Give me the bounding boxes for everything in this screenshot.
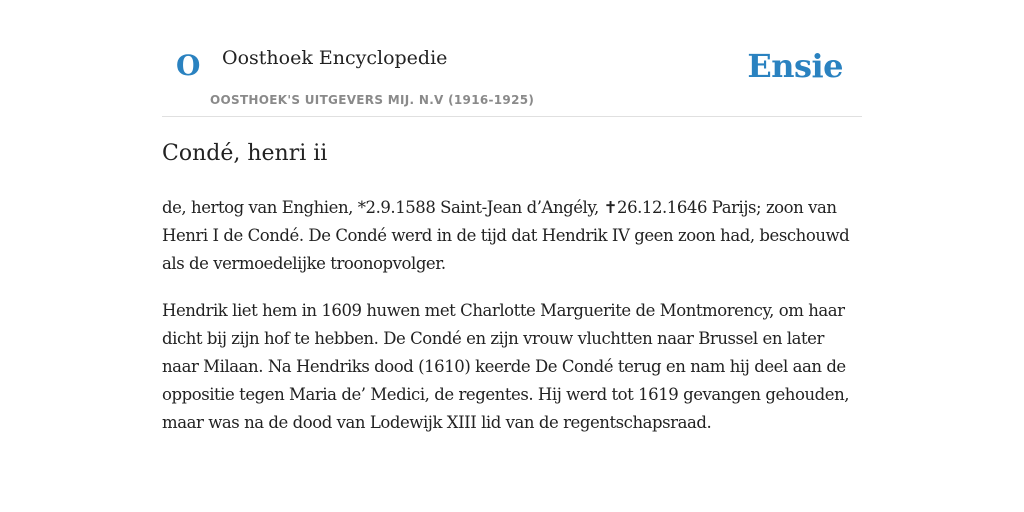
article-title: Condé, henri ii bbox=[162, 141, 328, 166]
source-header bbox=[162, 36, 862, 117]
source-logo-letter: O bbox=[176, 49, 201, 82]
article-paragraph-2: Hendrik liet hem in 1609 huwen met Charlotte Marguerite de Montmorency, om haar dicht bij zijn hof te hebben. De Condé en zijn vrouw vluchtten naar Brussel en later naar Milaan. Na Hendriks dood (1610) keerde De Condé terug en nam hij deel aan de oppositie tegen Maria de’ Medici, de regentes. Hij werd tot 1619 gevangen gehouden, maar was na de dood van Lodewijk XIII lid van de regentschapsraad. bbox=[162, 301, 850, 432]
source-title-link[interactable]: Oosthoek Encyclopedie bbox=[222, 47, 448, 69]
publisher-label: OOSTHOEK'S UITGEVERS MIJ. N.V (1916-1925) bbox=[210, 93, 535, 107]
article bbox=[162, 138, 862, 437]
article-paragraph-1: de, hertog van Enghien, *2.9.1588 Saint-Jean d’Angély, ✝26.12.1646 Parijs; zoon van Henri I de Condé. De Condé werd in de tijd dat Hendrik IV geen zoon had, beschouwd als de vermoedelijke troonopvolger. bbox=[162, 198, 850, 273]
ensie-logo-link[interactable]: Ensie bbox=[747, 47, 843, 85]
